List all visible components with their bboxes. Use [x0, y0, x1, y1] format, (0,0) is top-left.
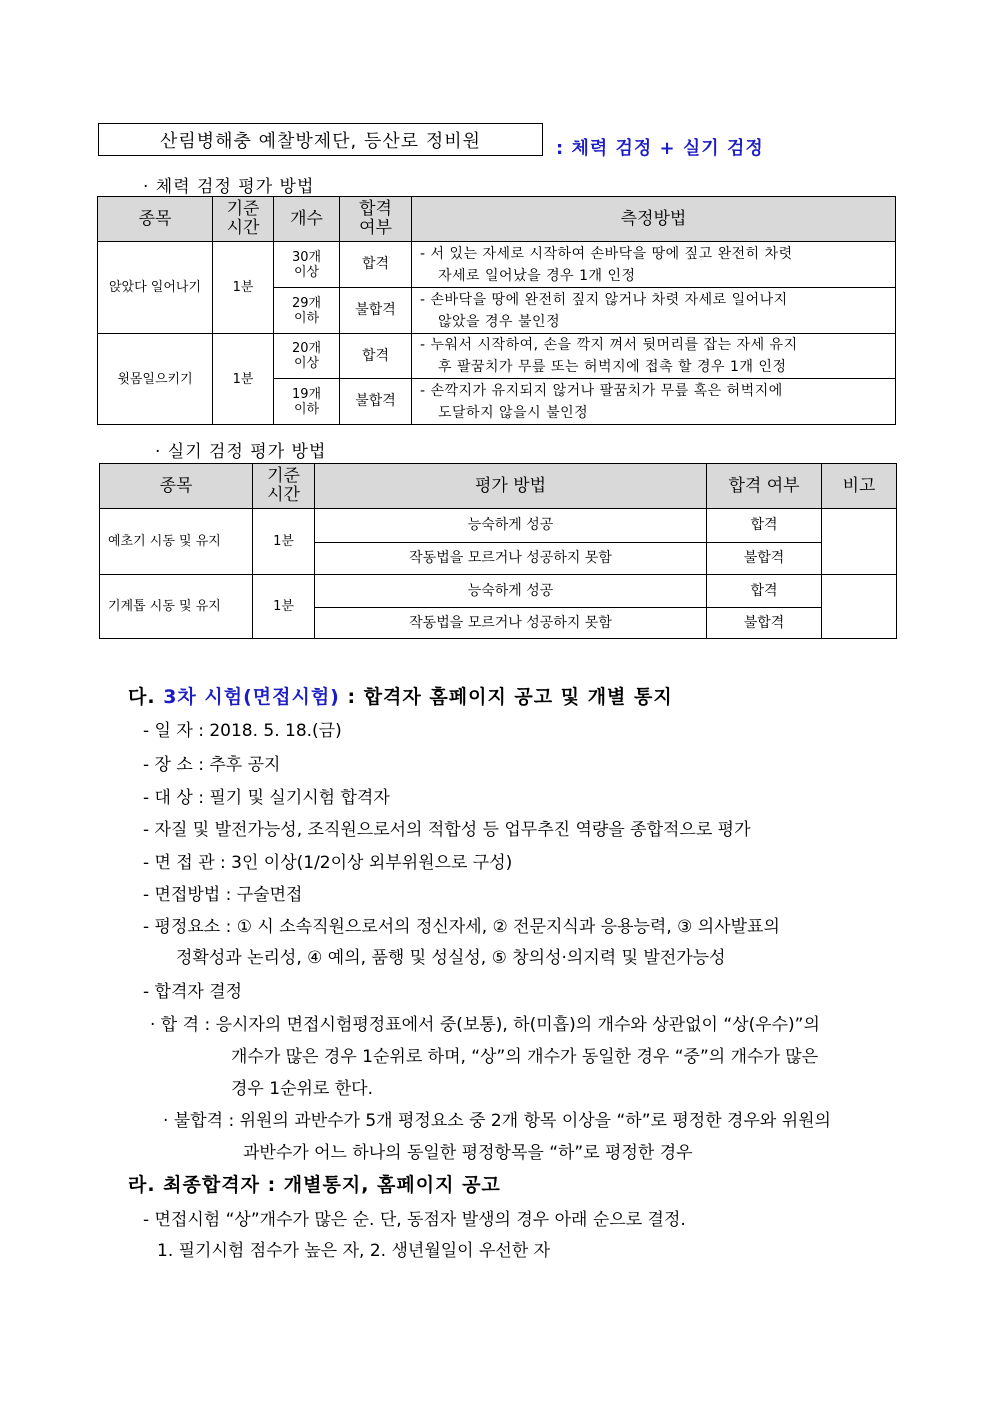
fitness-result: 불합격 — [340, 288, 412, 334]
practical-header-time: 기준 시간 — [253, 464, 315, 509]
fitness-header-method: 측정방법 — [412, 197, 896, 242]
interview-fail: · 불합격 : 위원의 과반수가 5개 평정요소 중 2개 항목 이상을 “하”로 평정한 경우와 위원의 — [163, 1111, 831, 1131]
final-rule: - 면접시험 “상”개수가 많은 순. 단, 동점자 발생의 경우 아래 순으로 결정. — [143, 1210, 686, 1230]
final-tiebreak: 1. 필기시험 점수가 높은 자, 2. 생년월일이 우선한 자 — [157, 1241, 551, 1261]
fitness-item: 앉았다 일어나기 — [98, 242, 213, 334]
practical-method: 작동법을 모르거나 성공하지 못함 — [315, 543, 707, 575]
fitness-desc — [412, 379, 896, 425]
practical-item: 예초기 시동 및 유지 — [100, 509, 253, 575]
fitness-table — [97, 196, 896, 425]
fitness-count: 19개 이하 — [274, 379, 340, 425]
interview-heading — [128, 682, 673, 709]
subtitle: : 체력 검정 + 실기 검정 — [556, 138, 764, 159]
interview-target: - 대 상 : 필기 및 실기시험 합격자 — [143, 788, 390, 808]
practical-header-method: 평가 방법 — [315, 464, 707, 509]
practical-time: 1분 — [253, 509, 315, 575]
interview-criteria-cont: 정확성과 논리성, ④ 예의, 품행 및 성실성, ⑤ 창의성·의지력 및 발전가능성 — [176, 948, 726, 968]
fitness-time: 1분 — [213, 334, 274, 425]
interview-heading-prefix: 다. — [128, 686, 164, 708]
practical-header-pass: 합격 여부 — [707, 464, 822, 509]
fitness-header-count: 개수 — [274, 197, 340, 242]
fitness-desc-line: - 손깍지가 유지되지 않거나 팔꿈치가 무릎 혹은 허벅지에 — [420, 382, 783, 399]
interview-place: - 장 소 : 추후 공지 — [143, 755, 281, 775]
practical-header-note: 비고 — [822, 464, 897, 509]
interview-eval: - 자질 및 발전가능성, 조직원으로서의 적합성 등 업무추진 역량을 종합적으로 평가 — [143, 820, 751, 840]
title-box-text: 산림병해충 예찰방제단, 등산로 정비원 — [159, 130, 482, 152]
fitness-desc-line: - 손바닥을 땅에 완전히 짚지 않거나 차렷 자세로 일어나지 — [420, 291, 788, 308]
practical-section-label: · 실기 검정 평가 방법 — [155, 442, 327, 462]
fitness-count: 29개 이하 — [274, 288, 340, 334]
fitness-header-time: 기준 시간 — [213, 197, 274, 242]
practical-result: 합격 — [707, 575, 822, 608]
final-heading: 라. 최종합격자 : 개별통지, 홈페이지 공고 — [128, 1174, 501, 1196]
fitness-header-item: 종목 — [98, 197, 213, 242]
practical-method: 작동법을 모르거나 성공하지 못함 — [315, 608, 707, 639]
fitness-desc-line: 자세로 일어났을 경우 1개 인정 — [438, 267, 636, 284]
fitness-count: 30개 이상 — [274, 242, 340, 288]
practical-table — [99, 463, 897, 639]
interview-panel: - 면 접 관 : 3인 이상(1/2이상 외부위원으로 구성) — [143, 853, 513, 873]
practical-note — [822, 575, 897, 639]
fitness-section-label: · 체력 검정 평가 방법 — [143, 177, 315, 197]
practical-method: 능숙하게 성공 — [315, 575, 707, 608]
fitness-desc-line: - 서 있는 자세로 시작하여 손바닥을 땅에 짚고 완전히 차렷 — [420, 245, 793, 262]
interview-pass-cont: 개수가 많은 경우 1순위로 하며, “상”의 개수가 동일한 경우 “중”의 개수가 많은 — [231, 1047, 819, 1067]
interview-criteria: - 평정요소 : ① 시 소속직원으로서의 정신자세, ② 전문지식과 응용능력, ③ 의사발표의 — [143, 917, 780, 937]
interview-method: - 면접방법 : 구술면접 — [143, 885, 303, 905]
fitness-desc-line: 도달하지 않을시 불인정 — [438, 404, 589, 421]
interview-heading-rest: : 합격자 홈페이지 공고 및 개별 통지 — [339, 686, 673, 708]
practical-header-item: 종목 — [100, 464, 253, 509]
fitness-header-pass: 합격 여부 — [340, 197, 412, 242]
fitness-count: 20개 이상 — [274, 334, 340, 379]
fitness-desc — [412, 242, 896, 288]
practical-result: 불합격 — [707, 543, 822, 575]
practical-method: 능숙하게 성공 — [315, 509, 707, 543]
fitness-result: 합격 — [340, 242, 412, 288]
practical-note — [822, 509, 897, 575]
interview-date: - 일 자 : 2018. 5. 18.(금) — [143, 721, 342, 741]
fitness-item: 윗몸일으키기 — [98, 334, 213, 425]
interview-decision: - 합격자 결정 — [143, 982, 243, 1002]
fitness-result: 불합격 — [340, 379, 412, 425]
fitness-desc — [412, 288, 896, 334]
fitness-desc-line: 후 팔꿈치가 무릎 또는 허벅지에 접촉 할 경우 1개 인정 — [438, 359, 787, 375]
practical-item: 기계톱 시동 및 유지 — [100, 575, 253, 639]
fitness-desc-line: 않았을 경우 불인정 — [438, 313, 561, 330]
fitness-result: 합격 — [340, 334, 412, 379]
fitness-time: 1분 — [213, 242, 274, 334]
interview-pass: · 합 격 : 응시자의 면접시험평정표에서 중(보통), 하(미흡)의 개수와 상관없이 “상(우수)”의 — [150, 1015, 820, 1035]
practical-result: 합격 — [707, 509, 822, 543]
fitness-desc — [412, 334, 896, 379]
interview-pass-cont: 경우 1순위로 한다. — [231, 1079, 373, 1099]
practical-result: 불합격 — [707, 608, 822, 639]
title-box — [98, 123, 543, 156]
interview-fail-cont: 과반수가 어느 하나의 동일한 평정항목을 “하”로 평정한 경우 — [243, 1143, 693, 1163]
practical-time: 1분 — [253, 575, 315, 639]
interview-heading-highlight: 3차 시험(면접시험) — [163, 686, 340, 708]
fitness-desc-line: - 누워서 시작하여, 손을 깍지 껴서 뒷머리를 잡는 자세 유지 — [420, 337, 798, 353]
